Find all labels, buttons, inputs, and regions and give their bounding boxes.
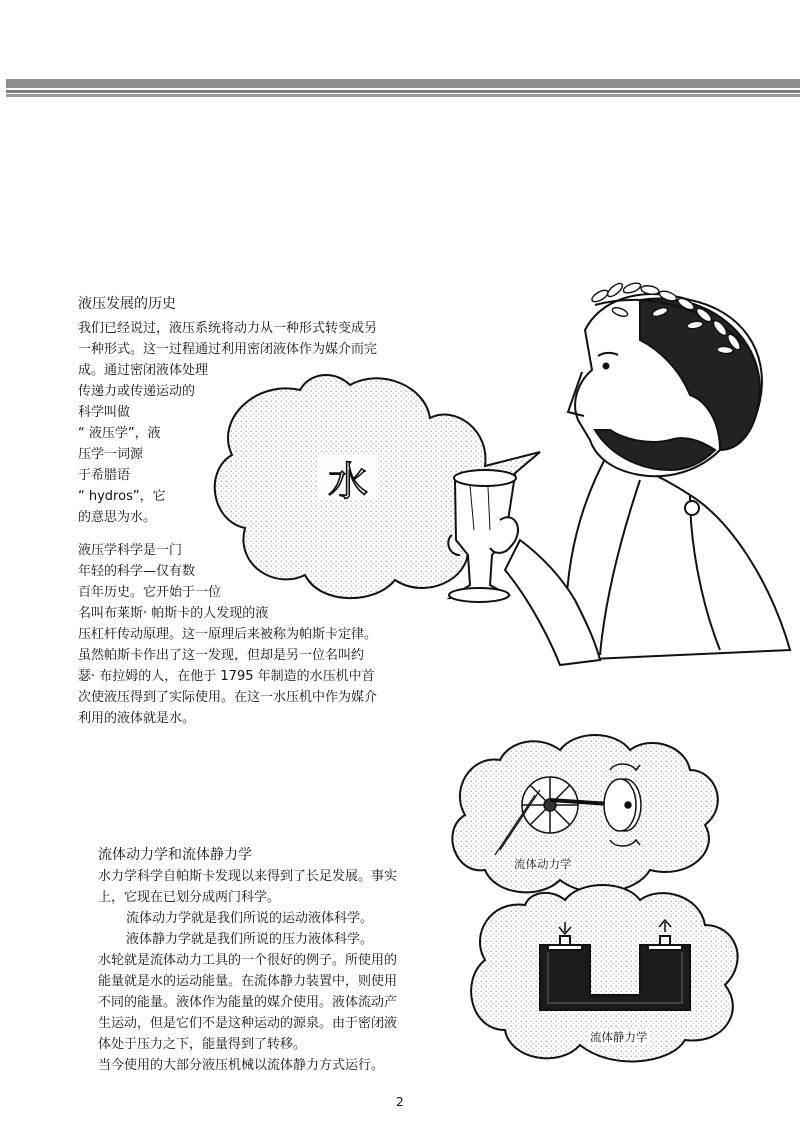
text-line: 体处于压力之下，能量得到了转移。 [98,1037,307,1052]
text-line: 压学一词源 [78,447,144,462]
text-line: 水轮就是流体动力工具的一个很好的例子。所使用的 [98,953,398,968]
text-line: 我们已经说过，液压系统将动力从一种形式转变成另 [78,321,378,336]
text-line: 传递力或传递运动的 [78,384,196,399]
text-line: 生运动，但是它们不是这种运动的源泉。由于密闭液 [98,1016,398,1031]
text-line: 水力学科学自帕斯卡发现以来得到了长足发展。事实 [98,869,398,884]
caption-hydrostatics: 流体静力学 [590,1030,648,1044]
text-line: 液压学科学是一门 [78,543,183,558]
page-number: 2 [396,1095,404,1109]
text-line: 次使液压得到了实际使用。在这一水压机中作为媒介 [78,690,378,705]
text-line: 的意思为水。 [78,510,157,525]
section-heading-fluid-sciences: 流体动力学和流体静力学 [98,847,252,863]
text-line: 能量就是水的运动能量。在流体静力装置中，则使用 [98,974,398,989]
text-line: 压杠杆传动原理。这一原理后来被称为帕斯卡定律。 [78,627,378,642]
text-line: “ hydros”，它 [78,489,166,504]
text-line-indented: 液体静力学就是我们所说的压力液体科学。 [126,932,374,947]
text-line: 科学叫做 [78,405,131,420]
text-line: 不同的能量。液体作为能量的媒介使用。液体流动产 [98,995,398,1010]
caption-hydrodynamics: 流体动力学 [514,857,572,871]
text-line: 百年历史。它开始于一位 [78,585,222,600]
bubble-water-char: 水 [328,459,368,505]
text-line: 名叫布莱斯· 帕斯卡的人发现的液 [78,606,269,621]
text-line: “ 液压学”，液 [78,426,161,441]
hydrodynamics-cloud [452,735,717,892]
section-heading-history: 液压发展的历史 [78,296,176,312]
text-line: 利用的液体就是水。 [78,711,196,726]
text-line: 虽然帕斯卡作出了这一发现，但却是另一位名叫约 [78,648,365,663]
text-line: 成。通过密闭液体处理 [78,363,209,378]
text-line: 一种形式。这一过程通过利用密闭液体作为媒介而完 [78,342,378,357]
text-line-indented: 流体动力学就是我们所说的运动液体科学。 [126,911,374,926]
text-line: 年轻的科学—仅有数 [78,564,196,579]
text-line: 于希腊语 [78,468,131,483]
text-line: 上，它现在已划分成两门科学。 [98,890,281,905]
text-line: 当今使用的大部分液压机械以流体静力方式运行。 [98,1058,385,1073]
fluid-paragraph [98,866,397,1076]
text-line: 瑟· 布拉姆的人，在他于 1795 年制造的水压机中首 [78,669,375,684]
